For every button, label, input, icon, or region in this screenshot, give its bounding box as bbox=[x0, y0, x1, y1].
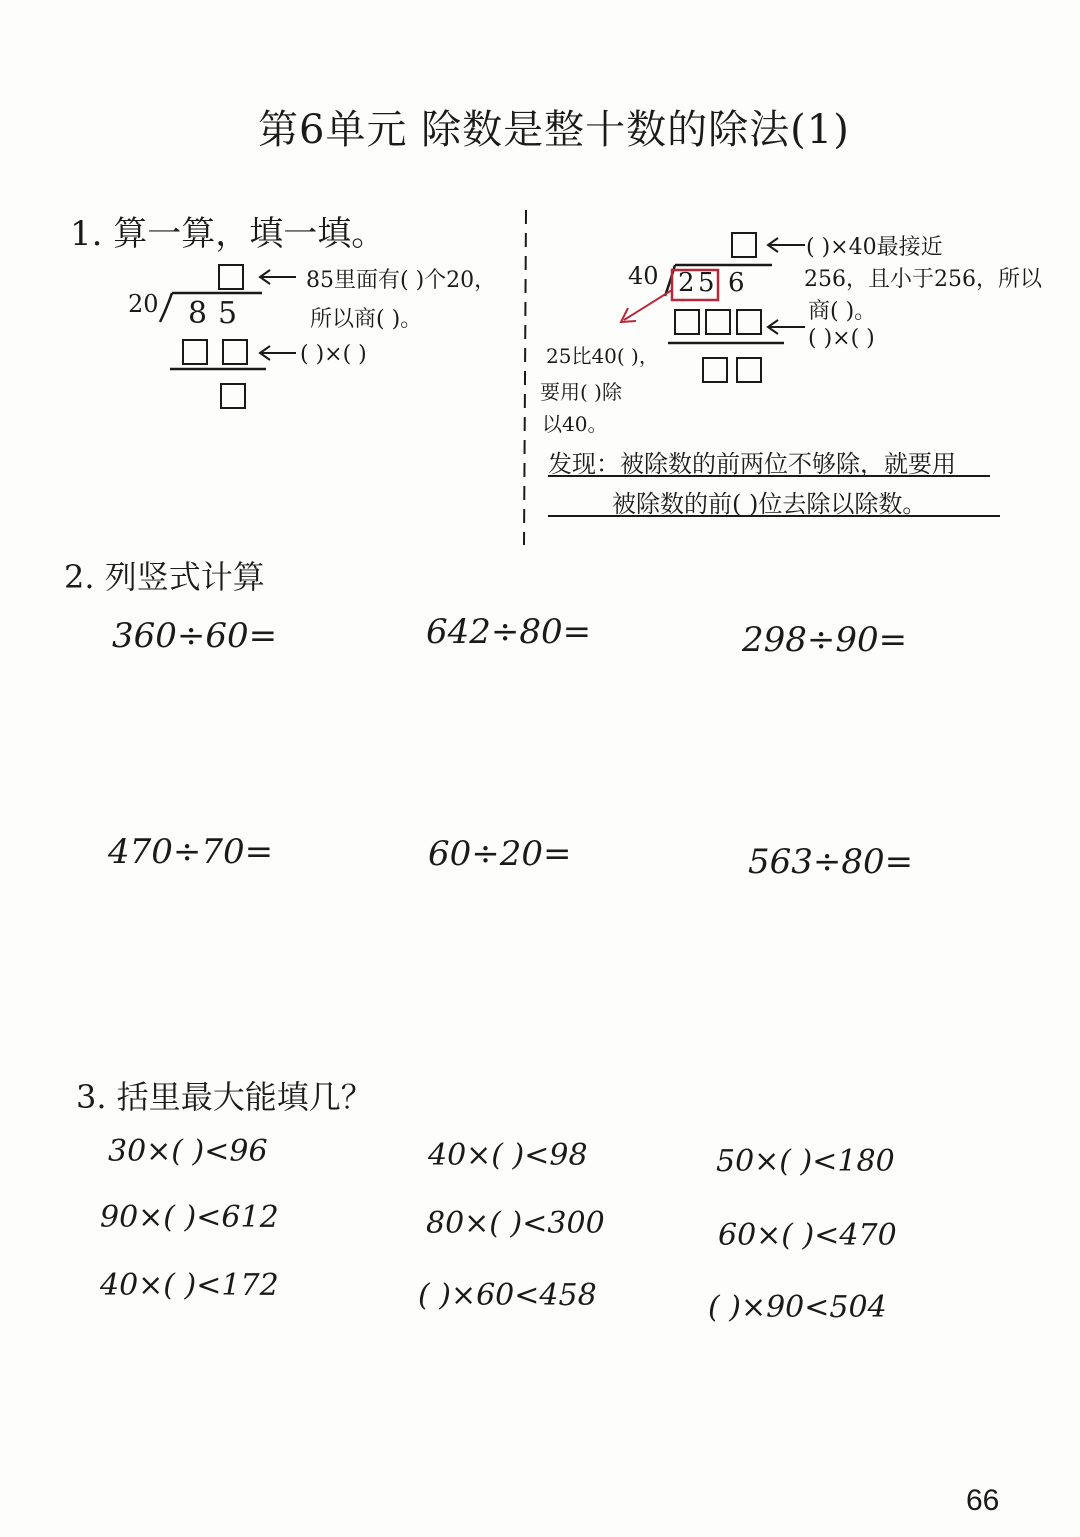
inequality-5: 80×( )<300 bbox=[426, 1206, 605, 1241]
right-remainder-box-2[interactable] bbox=[736, 357, 762, 383]
problem-5: 60÷20= bbox=[428, 834, 572, 874]
inequality-3: 50×( )<180 bbox=[716, 1144, 895, 1179]
inequality-8: ( )×60<458 bbox=[418, 1278, 597, 1313]
left-dividend-d1: 8 bbox=[188, 296, 208, 331]
inequality-1: 30×( )<96 bbox=[108, 1134, 268, 1169]
right-product-box-1[interactable] bbox=[674, 309, 700, 335]
right-note-side-3: 以40。 bbox=[542, 412, 608, 436]
left-dividend-d2: 5 bbox=[218, 296, 238, 331]
left-division-bracket bbox=[160, 293, 172, 322]
left-remainder-box[interactable] bbox=[220, 383, 246, 409]
left-product-box-1[interactable] bbox=[182, 339, 208, 365]
inequality-6: 60×( )<470 bbox=[718, 1218, 897, 1253]
right-dividend-d2: 5 bbox=[698, 268, 715, 298]
left-note-quotient-2: 所以商( )。 bbox=[310, 307, 423, 332]
right-note-top-3: 商( )。 bbox=[808, 299, 877, 324]
inequality-4: 90×( )<612 bbox=[100, 1200, 279, 1235]
section2-heading: 2. 列竖式计算 bbox=[64, 558, 265, 596]
dashed-separator bbox=[524, 210, 526, 545]
left-note-product: ( )×( ) bbox=[300, 342, 367, 367]
right-remainder-box-1[interactable] bbox=[702, 357, 728, 383]
inequality-2: 40×( )<98 bbox=[428, 1138, 588, 1173]
right-quotient-box[interactable] bbox=[731, 232, 757, 258]
right-product-box-2[interactable] bbox=[705, 309, 731, 335]
problem-4: 470÷70= bbox=[108, 832, 274, 872]
right-product-box-3[interactable] bbox=[736, 309, 762, 335]
discovery-line-1-text: 发现：被除数的前两位不够除，就要用 bbox=[548, 450, 956, 478]
section3-heading: 3. 括里最大能填几？ bbox=[76, 1078, 373, 1116]
problem-2: 642÷80= bbox=[426, 612, 592, 652]
problem-1: 360÷60= bbox=[112, 616, 278, 656]
left-quotient-box[interactable] bbox=[218, 264, 244, 290]
left-divisor: 20 bbox=[128, 290, 159, 318]
section1-heading: 1. 算一算，填一填。 bbox=[70, 214, 386, 254]
inequality-7: 40×( )<172 bbox=[100, 1268, 279, 1303]
right-dividend-d1: 2 bbox=[678, 268, 695, 298]
right-note-side-1: 25比40( )， bbox=[546, 344, 659, 368]
page-number: 66 bbox=[966, 1484, 1000, 1517]
right-note-product: ( )×( ) bbox=[808, 326, 875, 351]
left-product-box-2[interactable] bbox=[222, 339, 248, 365]
right-note-side-2: 要用( )除 bbox=[540, 380, 622, 404]
page-title: 第6单元 除数是整十数的除法(1) bbox=[258, 107, 850, 153]
right-dividend-d3: 6 bbox=[728, 268, 745, 298]
left-note-quotient-1: 85里面有( )个20， bbox=[306, 268, 497, 293]
right-note-top-1: ( )×40最接近 bbox=[806, 235, 943, 260]
red-arrow bbox=[624, 290, 672, 320]
discovery-line-2-text: 被除数的前( )位去除以除数。 bbox=[612, 490, 927, 518]
right-divisor: 40 bbox=[628, 262, 659, 290]
problem-3: 298÷90= bbox=[742, 620, 908, 660]
right-note-top-2: 256，且小于256，所以 bbox=[804, 267, 1042, 292]
inequality-9: ( )×90<504 bbox=[708, 1290, 887, 1325]
problem-6: 563÷80= bbox=[748, 842, 914, 882]
